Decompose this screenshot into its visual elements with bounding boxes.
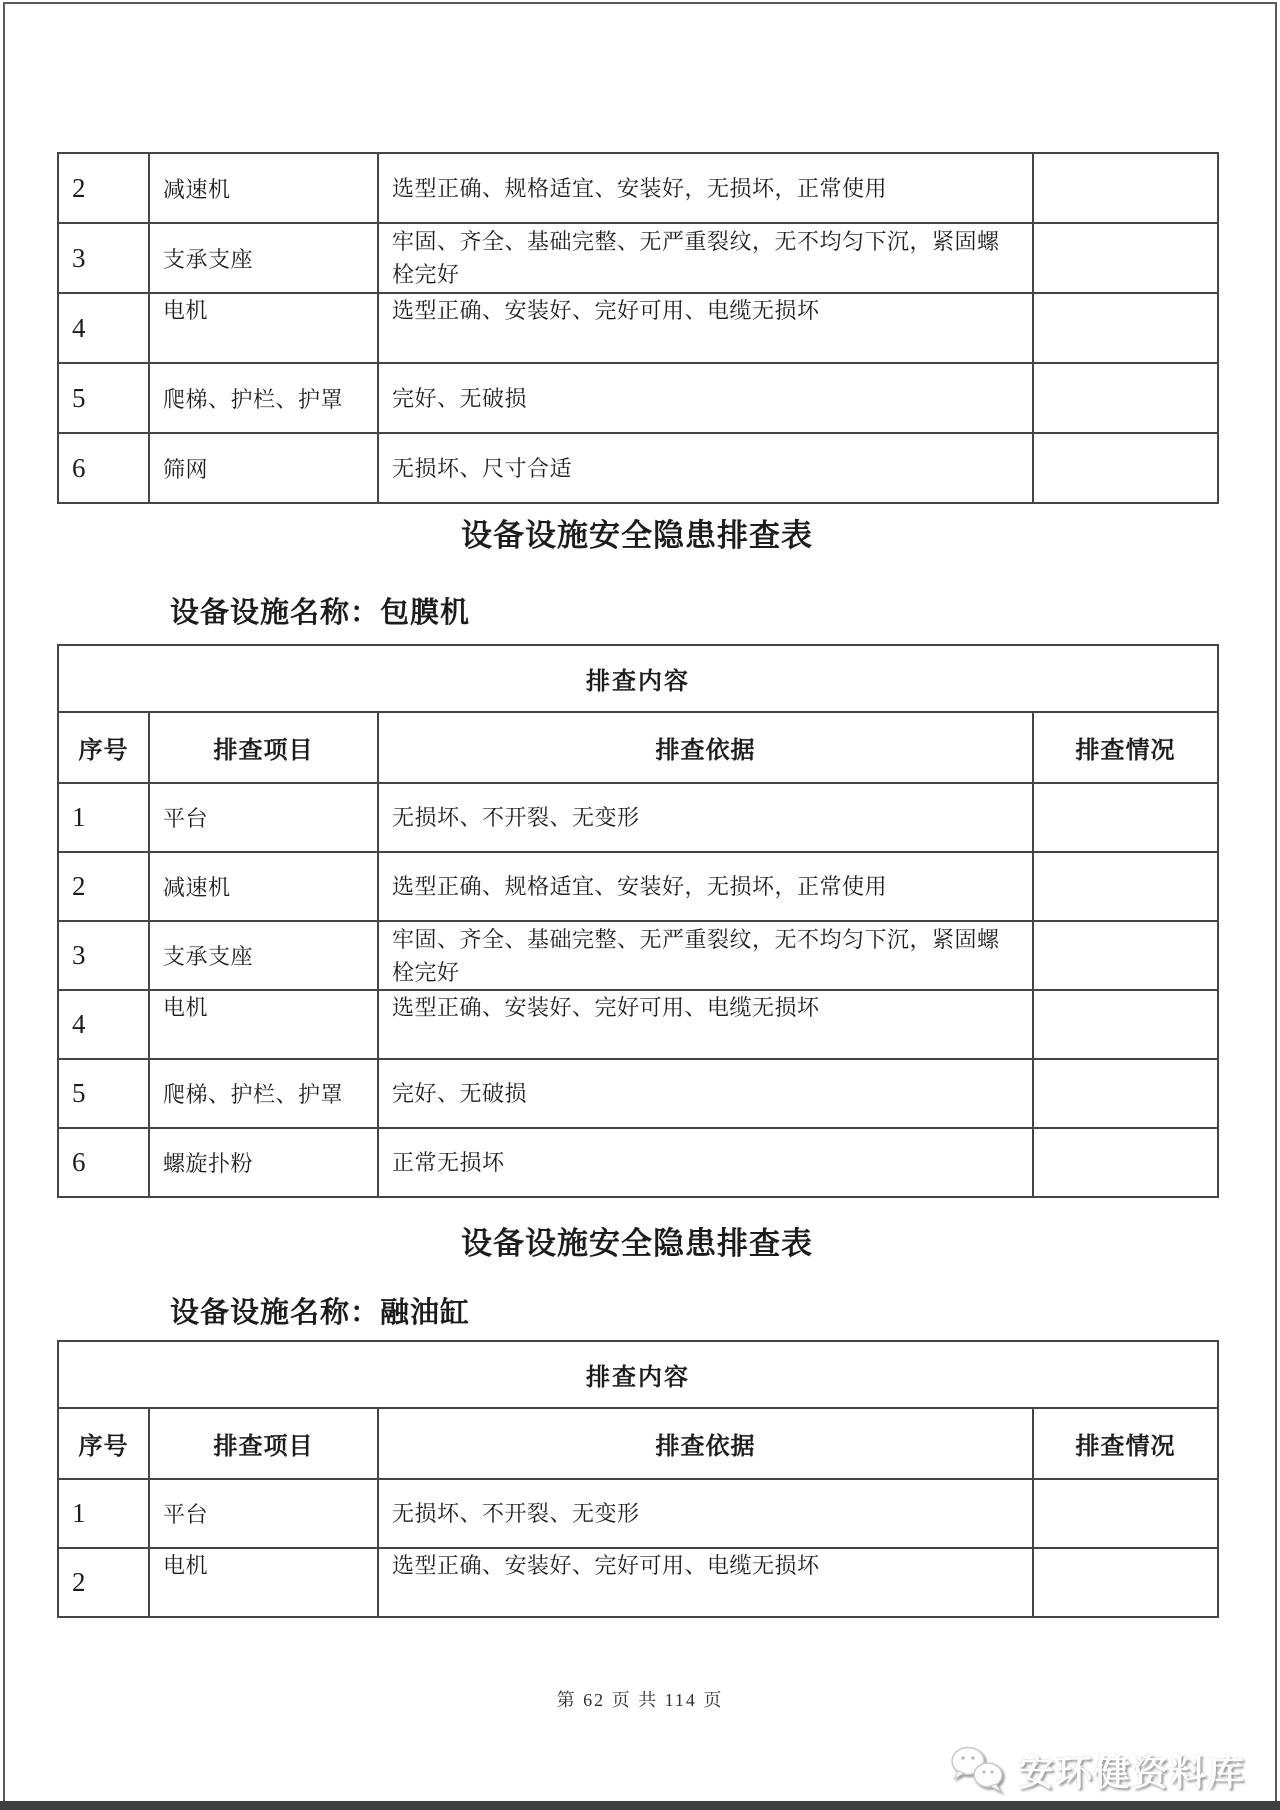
status-cell	[1033, 921, 1218, 990]
status-cell	[1033, 852, 1218, 921]
table-row	[58, 433, 1218, 503]
item-cell: 螺旋扑粉	[149, 1128, 378, 1197]
status-cell	[1033, 783, 1218, 852]
item-cell: 减速机	[149, 153, 378, 223]
merged-header: 排查内容	[58, 645, 1218, 712]
table-row	[58, 1548, 1218, 1617]
watermark-label: 安环健资料库	[1017, 1751, 1246, 1793]
item-cell: 电机	[149, 990, 378, 1059]
column-header: 排查项目	[149, 1408, 378, 1479]
basis-cell: 选型正确、安装好、完好可用、电缆无损坏	[378, 1548, 1033, 1617]
table-row	[58, 153, 1218, 223]
status-cell	[1033, 153, 1218, 223]
item-cell: 电机	[149, 293, 378, 363]
column-header: 排查依据	[378, 712, 1033, 783]
section-title: 设备设施安全隐患排查表	[461, 1226, 813, 1261]
column-header: 序号	[58, 712, 149, 783]
seq-cell: 5	[58, 1059, 149, 1128]
basis-cell: 无损坏、不开裂、无变形	[378, 1479, 1033, 1548]
status-cell	[1033, 363, 1218, 433]
basis-cell: 无损坏、尺寸合适	[378, 433, 1033, 503]
status-cell	[1033, 1479, 1218, 1548]
basis-cell: 正常无损坏	[378, 1128, 1033, 1197]
seq-cell: 3	[58, 921, 149, 990]
basis-cell: 完好、无破损	[378, 363, 1033, 433]
equipment-name-label: 设备设施名称：融油缸	[170, 1297, 471, 1329]
continuation-inspection-table	[57, 152, 1219, 504]
seq-cell: 2	[58, 153, 149, 223]
status-cell	[1033, 223, 1218, 293]
table-row	[58, 921, 1218, 990]
item-cell: 爬梯、护栏、护罩	[149, 363, 378, 433]
table-row	[58, 363, 1218, 433]
status-cell	[1033, 293, 1218, 363]
status-cell	[1033, 1128, 1218, 1197]
seq-cell: 2	[58, 1548, 149, 1617]
seq-cell: 2	[58, 852, 149, 921]
column-header: 排查情况	[1033, 1408, 1218, 1479]
column-header: 排查情况	[1033, 712, 1218, 783]
status-cell	[1033, 1548, 1218, 1617]
seq-cell: 6	[58, 1128, 149, 1197]
equipment-name-label: 设备设施名称：包膜机	[170, 597, 471, 629]
inspection-table-baomoji	[57, 644, 1219, 1198]
seq-cell: 1	[58, 1479, 149, 1548]
item-cell: 电机	[149, 1548, 378, 1617]
column-header: 排查项目	[149, 712, 378, 783]
column-header-row	[58, 712, 1218, 783]
merged-header-row	[58, 1341, 1218, 1408]
column-header: 排查依据	[378, 1408, 1033, 1479]
column-header: 序号	[58, 1408, 149, 1479]
table-row	[58, 990, 1218, 1059]
status-cell	[1033, 1059, 1218, 1128]
watermark	[948, 1744, 1246, 1796]
seq-cell: 3	[58, 223, 149, 293]
seq-cell: 4	[58, 990, 149, 1059]
table-row	[58, 1479, 1218, 1548]
seq-cell: 6	[58, 433, 149, 503]
item-cell: 支承支座	[149, 921, 378, 990]
basis-cell: 牢固、齐全、基础完整、无严重裂纹，无不均匀下沉，紧固螺栓完好	[378, 921, 1033, 990]
wechat-bubbles-icon	[948, 1744, 1010, 1796]
basis-cell: 牢固、齐全、基础完整、无严重裂纹，无不均匀下沉，紧固螺栓完好	[378, 223, 1033, 293]
status-cell	[1033, 433, 1218, 503]
status-cell	[1033, 990, 1218, 1059]
section-title: 设备设施安全隐患排查表	[461, 518, 813, 553]
page-number-footer: 第 62 页 共 114 页	[556, 1690, 724, 1710]
table-row	[58, 293, 1218, 363]
basis-cell: 完好、无破损	[378, 1059, 1033, 1128]
basis-cell: 选型正确、安装好、完好可用、电缆无损坏	[378, 293, 1033, 363]
basis-cell: 无损坏、不开裂、无变形	[378, 783, 1033, 852]
merged-header-row	[58, 645, 1218, 712]
item-cell: 减速机	[149, 852, 378, 921]
item-cell: 爬梯、护栏、护罩	[149, 1059, 378, 1128]
item-cell: 支承支座	[149, 223, 378, 293]
table-row	[58, 1128, 1218, 1197]
table-row	[58, 1059, 1218, 1128]
table-row	[58, 223, 1218, 293]
basis-cell: 选型正确、安装好、完好可用、电缆无损坏	[378, 990, 1033, 1059]
item-cell: 平台	[149, 783, 378, 852]
table-row	[58, 852, 1218, 921]
item-cell: 平台	[149, 1479, 378, 1548]
seq-cell: 4	[58, 293, 149, 363]
table-row	[58, 783, 1218, 852]
item-cell: 筛网	[149, 433, 378, 503]
column-header-row	[58, 1408, 1218, 1479]
seq-cell: 1	[58, 783, 149, 852]
merged-header: 排查内容	[58, 1341, 1218, 1408]
seq-cell: 5	[58, 363, 149, 433]
basis-cell: 选型正确、规格适宜、安装好，无损坏，正常使用	[378, 852, 1033, 921]
basis-cell: 选型正确、规格适宜、安装好，无损坏，正常使用	[378, 153, 1033, 223]
inspection-table-rongyougang	[57, 1340, 1219, 1618]
bottom-edge-band	[0, 1801, 1280, 1810]
